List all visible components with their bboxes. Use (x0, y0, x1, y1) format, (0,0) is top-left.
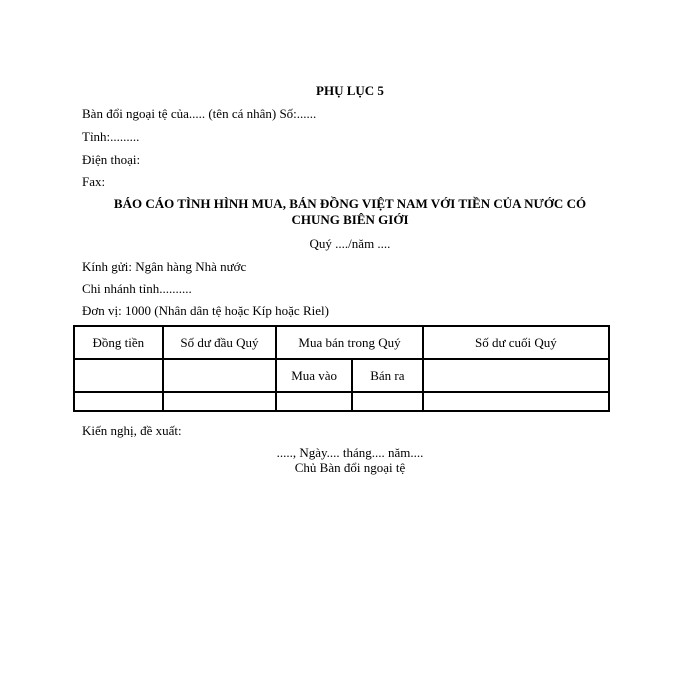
cell-empty (163, 392, 277, 411)
header-currency: Đồng tiền (74, 326, 163, 359)
signature-date: ....., Ngày.... tháng.... năm.... (276, 445, 424, 460)
period-line: Quý ..../năm .... (309, 236, 391, 251)
cell-empty (74, 392, 163, 411)
recipient-line: Kính gửi: Ngân hàng Nhà nước (82, 259, 247, 274)
cell-empty (352, 392, 423, 411)
exchange-desk-line: Bàn đổi ngoại tệ của..... (tên cá nhân) Số:...... (82, 106, 317, 121)
subheader-sell: Bán ra (352, 359, 423, 392)
phone-line: Điện thoại: (82, 152, 141, 167)
branch-line: Chi nhánh tỉnh.......... (82, 281, 192, 296)
fax-line: Fax: (82, 174, 106, 189)
header-closing-balance: Số dư cuối Quý (423, 326, 609, 359)
province-line: Tỉnh:......... (82, 129, 140, 144)
unit-line: Đơn vị: 1000 (Nhân dân tệ hoặc Kíp hoặc Riel) (82, 303, 329, 318)
header-opening-balance: Số dư đầu Quý (163, 326, 277, 359)
appendix-title: PHỤ LỤC 5 (316, 83, 384, 98)
subheader-buy: Mua vào (276, 359, 352, 392)
proposal-line: Kiến nghị, đề xuất: (82, 423, 182, 438)
table-row (74, 392, 609, 411)
cell-empty (276, 392, 352, 411)
cell-empty (423, 392, 609, 411)
table-header-row (74, 326, 609, 359)
cell-empty (163, 359, 277, 392)
table-subheader-row (74, 359, 609, 392)
signature-title: Chủ Bàn đổi ngoại tệ (294, 460, 406, 475)
cell-empty (423, 359, 609, 392)
report-table (73, 325, 610, 412)
report-title: BÁO CÁO TÌNH HÌNH MUA, BÁN ĐỒNG VIỆT NAM VỚI TIỀN CỦA NƯỚC CÓ CHUNG BIÊN GIỚI (113, 196, 587, 227)
cell-empty (74, 359, 163, 392)
header-trade-in-quarter: Mua bán trong Quý (276, 326, 423, 359)
